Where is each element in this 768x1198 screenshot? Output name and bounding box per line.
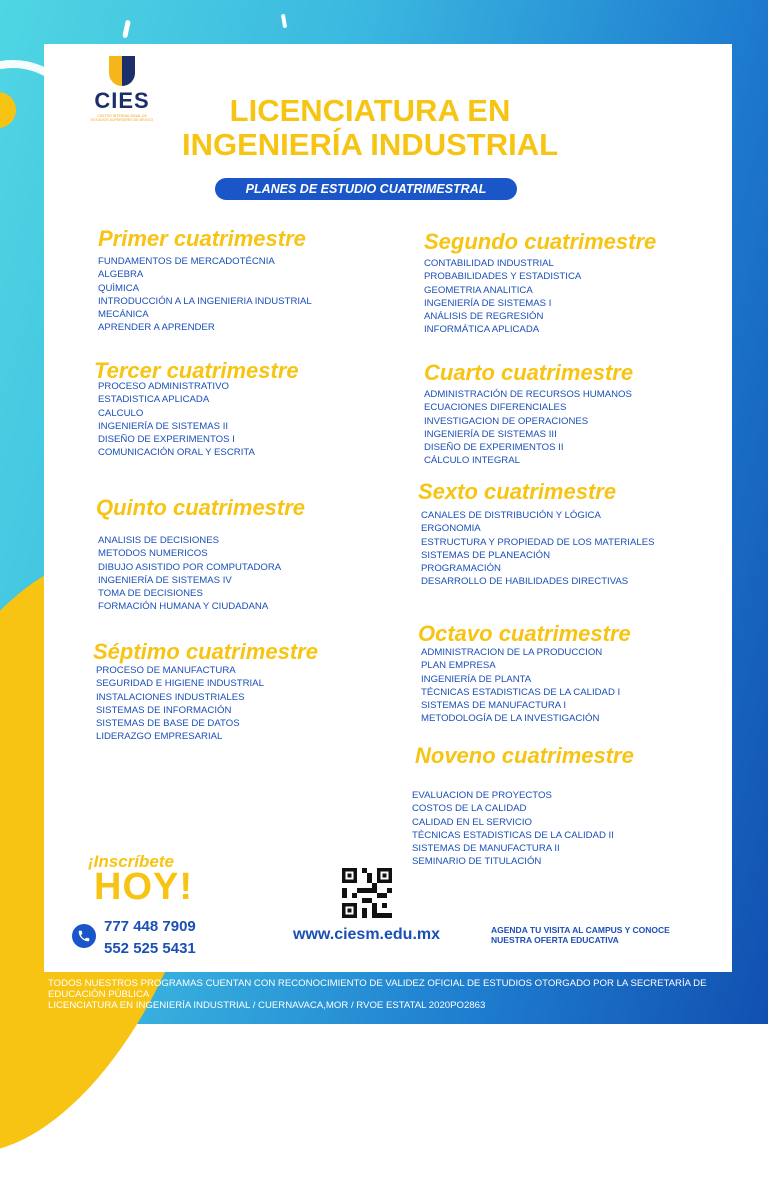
subject-item: FUNDAMENTOS DE MERCADOTÉCNIA: [98, 256, 275, 267]
semester-4-subjects: [424, 388, 632, 468]
subject-item: INSTALACIONES INDUSTRIALES: [96, 691, 245, 703]
subject-item: CONTABILIDAD INDUSTRIAL: [424, 258, 554, 269]
website-link[interactable]: www.ciesm.edu.mx: [293, 926, 441, 943]
semester-7-subjects: [96, 664, 264, 744]
subject-item: ESTADISTICA APLICADA: [98, 394, 210, 406]
semester-9-title: Noveno cuatrimestre: [415, 743, 634, 768]
plan-badge: PLANES DE ESTUDIO CUATRIMESTRAL: [215, 178, 517, 200]
subject-item: CÁLCULO INTEGRAL: [424, 455, 520, 467]
logo-name: CIES: [94, 88, 150, 113]
subject-item: DESARROLLO DE HABILIDADES DIRECTIVAS: [421, 576, 629, 588]
semester-8-title: Octavo cuatrimestre: [418, 621, 631, 646]
phone-number-2[interactable]: 552 525 5431: [104, 940, 196, 957]
subject-item: INFORMÁTICA APLICADA: [424, 324, 540, 336]
subject-item: APRENDER A APRENDER: [98, 322, 215, 334]
subject-item: INGENIERÍA DE SISTEMAS III: [424, 428, 557, 440]
hoy-text: HOY!: [94, 866, 193, 908]
subject-item: SEMINARIO DE TITULACIÓN: [412, 856, 542, 868]
subject-item: INTRODUCCIÓN A LA INGENIERIA INDUSTRIAL: [98, 295, 312, 307]
semester-1-subjects: [98, 255, 312, 335]
subject-item: INGENIERÍA DE SISTEMAS II: [98, 420, 229, 432]
subject-item: ALGEBRA: [98, 269, 144, 281]
subject-item: METODOS NUMERICOS: [98, 548, 208, 560]
subject-item: DISEÑO DE EXPERIMENTOS I: [98, 434, 235, 446]
cies-logo: [90, 56, 154, 122]
subject-item: PLAN EMPRESA: [421, 660, 496, 672]
subject-item: SISTEMAS DE MANUFACTURA I: [421, 700, 566, 712]
subject-item: FORMACIÓN HUMANA Y CIUDADANA: [98, 601, 269, 613]
semester-2-subjects: [424, 257, 581, 337]
semester-3-subjects: [98, 380, 255, 460]
logo-subtitle: CENTRO INTERNACIONAL DE ESTUDIOS SUPERIORES DE MÉXICO: [90, 114, 154, 122]
subject-item: PROGRAMACIÓN: [421, 563, 501, 575]
subject-item: DIBUJO ASISTIDO POR COMPUTADORA: [98, 561, 282, 573]
subject-item: DISEÑO DE EXPERIMENTOS II: [424, 442, 564, 454]
footer: [48, 978, 748, 1011]
subject-item: PROCESO ADMINISTRATIVO: [98, 381, 229, 392]
subject-item: ECUACIONES DIFERENCIALES: [424, 402, 567, 414]
semester-8-subjects: [421, 646, 620, 726]
subject-item: PROCESO DE MANUFACTURA: [96, 665, 236, 676]
shield-icon: [109, 56, 135, 86]
subject-item: PROBABILIDADES Y ESTADISTICA: [424, 271, 582, 283]
subject-item: INGENIERÍA DE PLANTA: [421, 673, 532, 685]
semester-5-title: Quinto cuatrimestre: [96, 495, 306, 520]
subject-item: ADMINISTRACIÓN DE RECURSOS HUMANOS: [424, 389, 632, 400]
subject-item: ADMINISTRACION DE LA PRODUCCION: [421, 647, 603, 658]
semester-2-title: Segundo cuatrimestre: [424, 229, 657, 254]
semester-9-subjects: [412, 789, 614, 869]
subject-item: COSTOS DE LA CALIDAD: [412, 803, 527, 815]
subject-item: INGENIERÍA DE SISTEMAS I: [424, 297, 552, 309]
subject-item: ERGONOMIA: [421, 523, 481, 535]
footer-line-1: TODOS NUESTROS PROGRAMAS CUENTAN CON RECONOCIMIENTO DE VALIDEZ OFICIAL DE ESTUDIOS OTORGADO POR LA SECRETARÍA DE EDUCACIÓN PÚBLICA: [48, 978, 707, 1000]
subject-item: CANALES DE DISTRIBUCIÓN Y LÓGICA: [421, 510, 601, 521]
subject-item: CALCULO: [98, 407, 144, 419]
subject-item: TÉCNICAS ESTADISTICAS DE LA CALIDAD I: [421, 686, 621, 698]
semester-5-subjects: [98, 534, 281, 614]
semester-6-subjects: [421, 509, 655, 589]
subject-item: INVESTIGACION DE OPERACIONES: [424, 415, 589, 427]
agenda-visit-text: AGENDA TU VISITA AL CAMPUS Y CONOCE NUESTRA OFERTA EDUCATIVA: [491, 925, 670, 945]
semester-7-title: Séptimo cuatrimestre: [93, 639, 318, 664]
phone-number-1[interactable]: 777 448 7909: [104, 918, 196, 935]
footer-line-2: LICENCIATURA EN INGENIERÍA INDUSTRIAL / CUERNAVACA,MOR / RVOE ESTATAL 2020PO2863: [48, 1000, 486, 1011]
subject-item: SISTEMAS DE INFORMACIÓN: [96, 704, 232, 716]
subject-item: INGENIERÍA DE SISTEMAS IV: [98, 574, 232, 586]
subject-item: SEGURIDAD E HIGIENE INDUSTRIAL: [96, 678, 264, 690]
subject-item: SISTEMAS DE BASE DE DATOS: [96, 718, 240, 730]
page-title-line1: LICENCIATURA EN: [229, 93, 511, 128]
qr-code-icon[interactable]: [342, 868, 392, 918]
subject-item: TOMA DE DECISIONES: [98, 588, 203, 600]
subject-item: MECÁNICA: [98, 309, 149, 321]
subject-item: QUÌMICA: [98, 282, 140, 294]
subject-item: EVALUACION DE PROYECTOS: [412, 790, 552, 801]
subject-item: ESTRUCTURA Y PROPIEDAD DE LOS MATERIALES: [421, 536, 655, 548]
subject-item: CALIDAD EN EL SERVICIO: [412, 816, 532, 828]
inscribe-text: ¡Inscríbete: [88, 852, 174, 871]
subject-item: TÉCNICAS ESTADISTICAS DE LA CALIDAD II: [412, 829, 614, 841]
semester-4-title: Cuarto cuatrimestre: [424, 360, 634, 385]
subject-item: COMUNICACIÓN ORAL Y ESCRITA: [98, 447, 255, 459]
semester-6-title: Sexto cuatrimestre: [418, 479, 617, 504]
subject-item: ANALISIS DE DECISIONES: [98, 535, 220, 546]
semester-3-title: Tercer cuatrimestre: [94, 358, 299, 383]
page-title-line2: INGENIERÍA INDUSTRIAL: [181, 127, 559, 162]
semester-1-title: Primer cuatrimestre: [98, 226, 306, 251]
subject-item: ANÁLISIS DE REGRESIÓN: [424, 311, 544, 323]
subject-item: METODOLOGÍA DE LA INVESTIGACIÓN: [421, 713, 600, 725]
phone-icon[interactable]: [72, 924, 96, 948]
subject-item: LIDERAZGO EMPRESARIAL: [96, 731, 223, 743]
subject-item: SISTEMAS DE PLANEACIÓN: [421, 549, 551, 561]
subject-item: SISTEMAS DE MANUFACTURA II: [412, 843, 560, 855]
subject-item: GEOMETRIA ANALITICA: [424, 284, 533, 296]
